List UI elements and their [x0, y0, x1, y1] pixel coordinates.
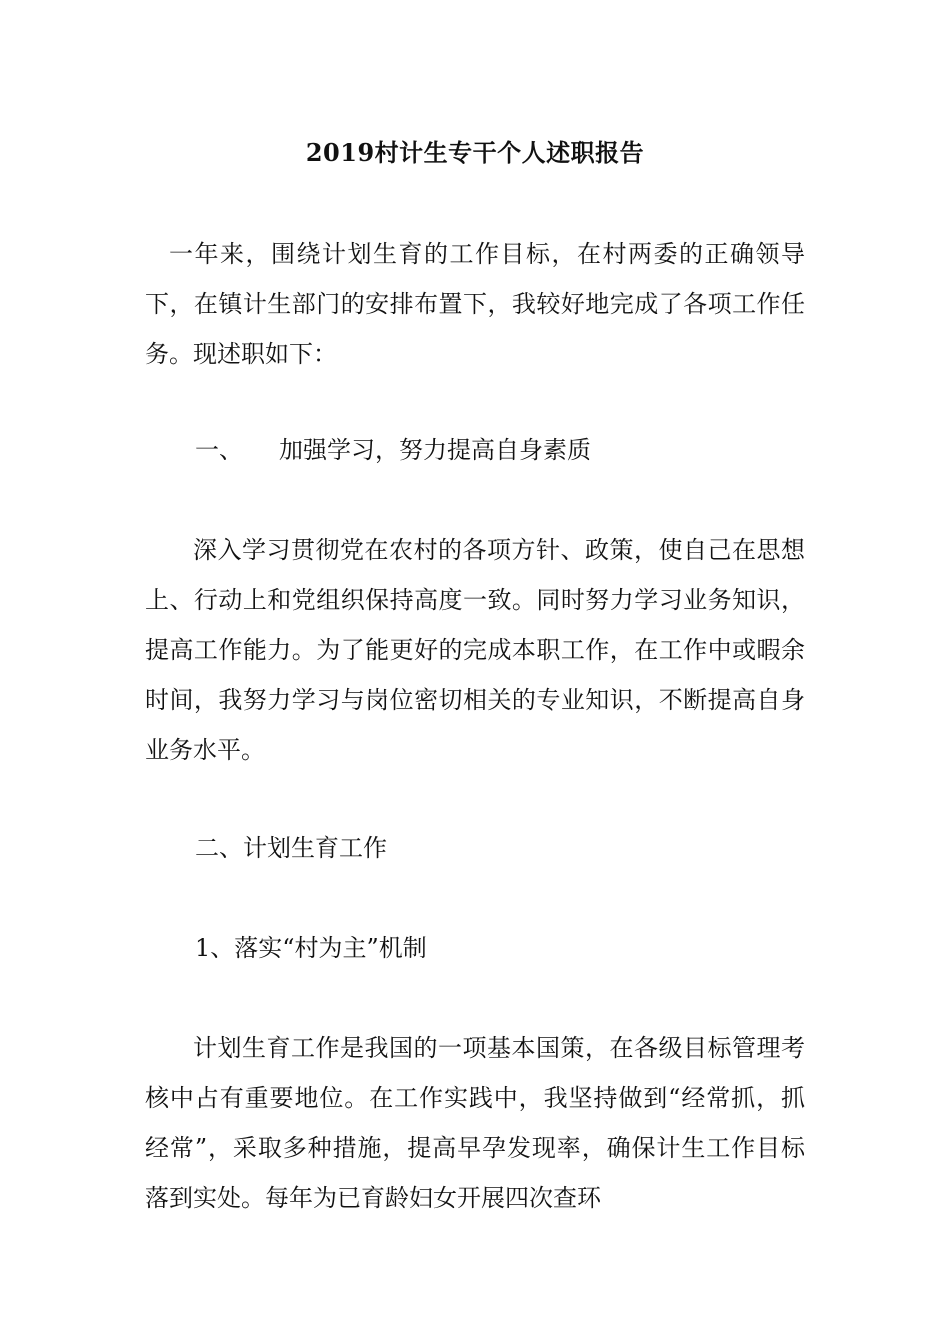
section-2-heading: 二、计划生育工作 [195, 834, 387, 862]
subsection-1-paragraph: 计划生育工作是我国的一项基本国策，在各级目标管理考核中占有重要地位。在工作实践中，我坚持做到“经常抓，抓经常”，采取多种措施，提高早孕发现率，确保计生工作目标落到实处。每年为已育龄妇女开展四次查环 [145, 1034, 805, 1212]
section-1-number: 一、 [195, 436, 243, 464]
section-1-title: 加强学习，努力提高自身素质 [279, 436, 591, 464]
section-1-heading [195, 425, 591, 475]
section-1-paragraph: 深入学习贯彻党在农村的各项方针、政策，使自己在思想上、行动上和党组织保持高度一致。同时努力学习业务知识，提高工作能力。为了能更好的完成本职工作，在工作中或暇余时间，我努力学习与岗位密切相关的专业知识，不断提高自身业务水平。 [145, 536, 805, 764]
document-title: 2019村计生专干个人述职报告 [305, 138, 645, 167]
intro-paragraph: 一年来，围绕计划生育的工作目标，在村两委的正确领导下，在镇计生部门的安排布置下，我较好地完成了各项工作任务。现述职如下： [145, 240, 805, 368]
subsection-1-heading: 1、落实“村为主”机制 [195, 934, 427, 962]
